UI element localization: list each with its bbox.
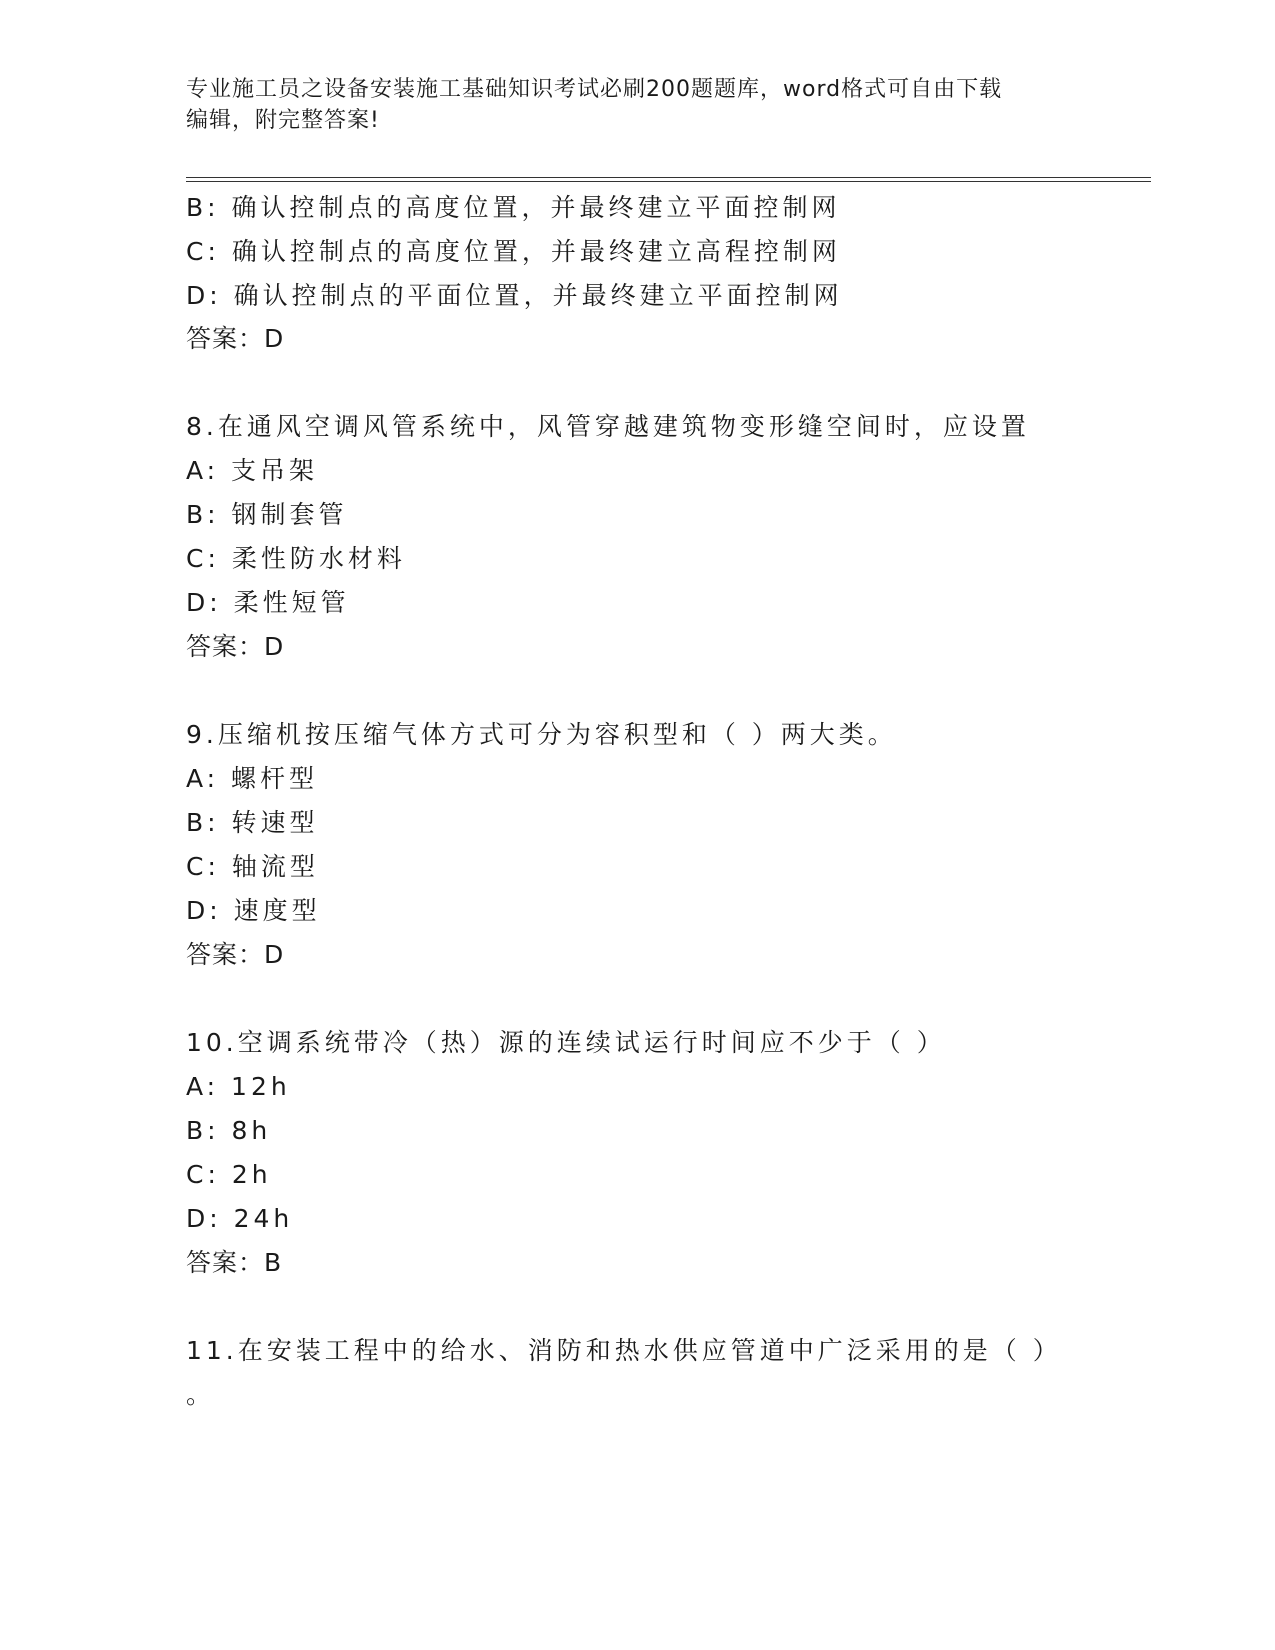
q10-answer: 答案：B (186, 1248, 283, 1277)
q10-option-a: A: 12h (186, 1072, 291, 1101)
q9-option-d: D: 速度型 (186, 896, 321, 925)
q8-option-c: C: 柔性防水材料 (186, 544, 406, 573)
header-divider-top (186, 177, 1151, 178)
q8-question: 8.在通风空调风管系统中，风管穿越建筑物变形缝空间时，应设置 (186, 412, 1030, 441)
q10-option-c: C: 2h (186, 1160, 272, 1189)
q11-question: 11.在安装工程中的给水、消防和热水供应管道中广泛采用的是（ ） (186, 1336, 1062, 1365)
q9-answer: 答案：D (186, 940, 285, 969)
q9-option-a: A: 螺杆型 (186, 764, 319, 793)
header-line-1: 专业施工员之设备安装施工基础知识考试必刷200题题库，word格式可自由下载 (186, 77, 1003, 102)
q8-option-b: B: 钢制套管 (186, 500, 348, 529)
q8-option-d: D: 柔性短管 (186, 588, 350, 617)
q7-option-c: C: 确认控制点的高度位置，并最终建立高程控制网 (186, 237, 841, 266)
q10-option-b: B: 8h (186, 1116, 272, 1145)
q7-option-d: D: 确认控制点的平面位置，并最终建立平面控制网 (186, 281, 843, 310)
q9-question: 9.压缩机按压缩气体方式可分为容积型和（ ）两大类。 (186, 720, 897, 749)
q7-answer: 答案：D (186, 324, 285, 353)
q8-option-a: A: 支吊架 (186, 456, 319, 485)
q10-question: 10.空调系统带冷（热）源的连续试运行时间应不少于（ ） (186, 1028, 946, 1057)
q9-option-b: B: 转速型 (186, 808, 319, 837)
q11-question-continuation: 。 (186, 1380, 216, 1409)
q10-option-d: D: 24h (186, 1204, 294, 1233)
header-divider-bottom (186, 181, 1151, 182)
header-line-2: 编辑，附完整答案! (186, 108, 380, 133)
document-header (186, 74, 1066, 136)
q8-answer: 答案：D (186, 632, 285, 661)
q9-option-c: C: 轴流型 (186, 852, 319, 881)
q7-option-b: B: 确认控制点的高度位置，并最终建立平面控制网 (186, 193, 841, 222)
